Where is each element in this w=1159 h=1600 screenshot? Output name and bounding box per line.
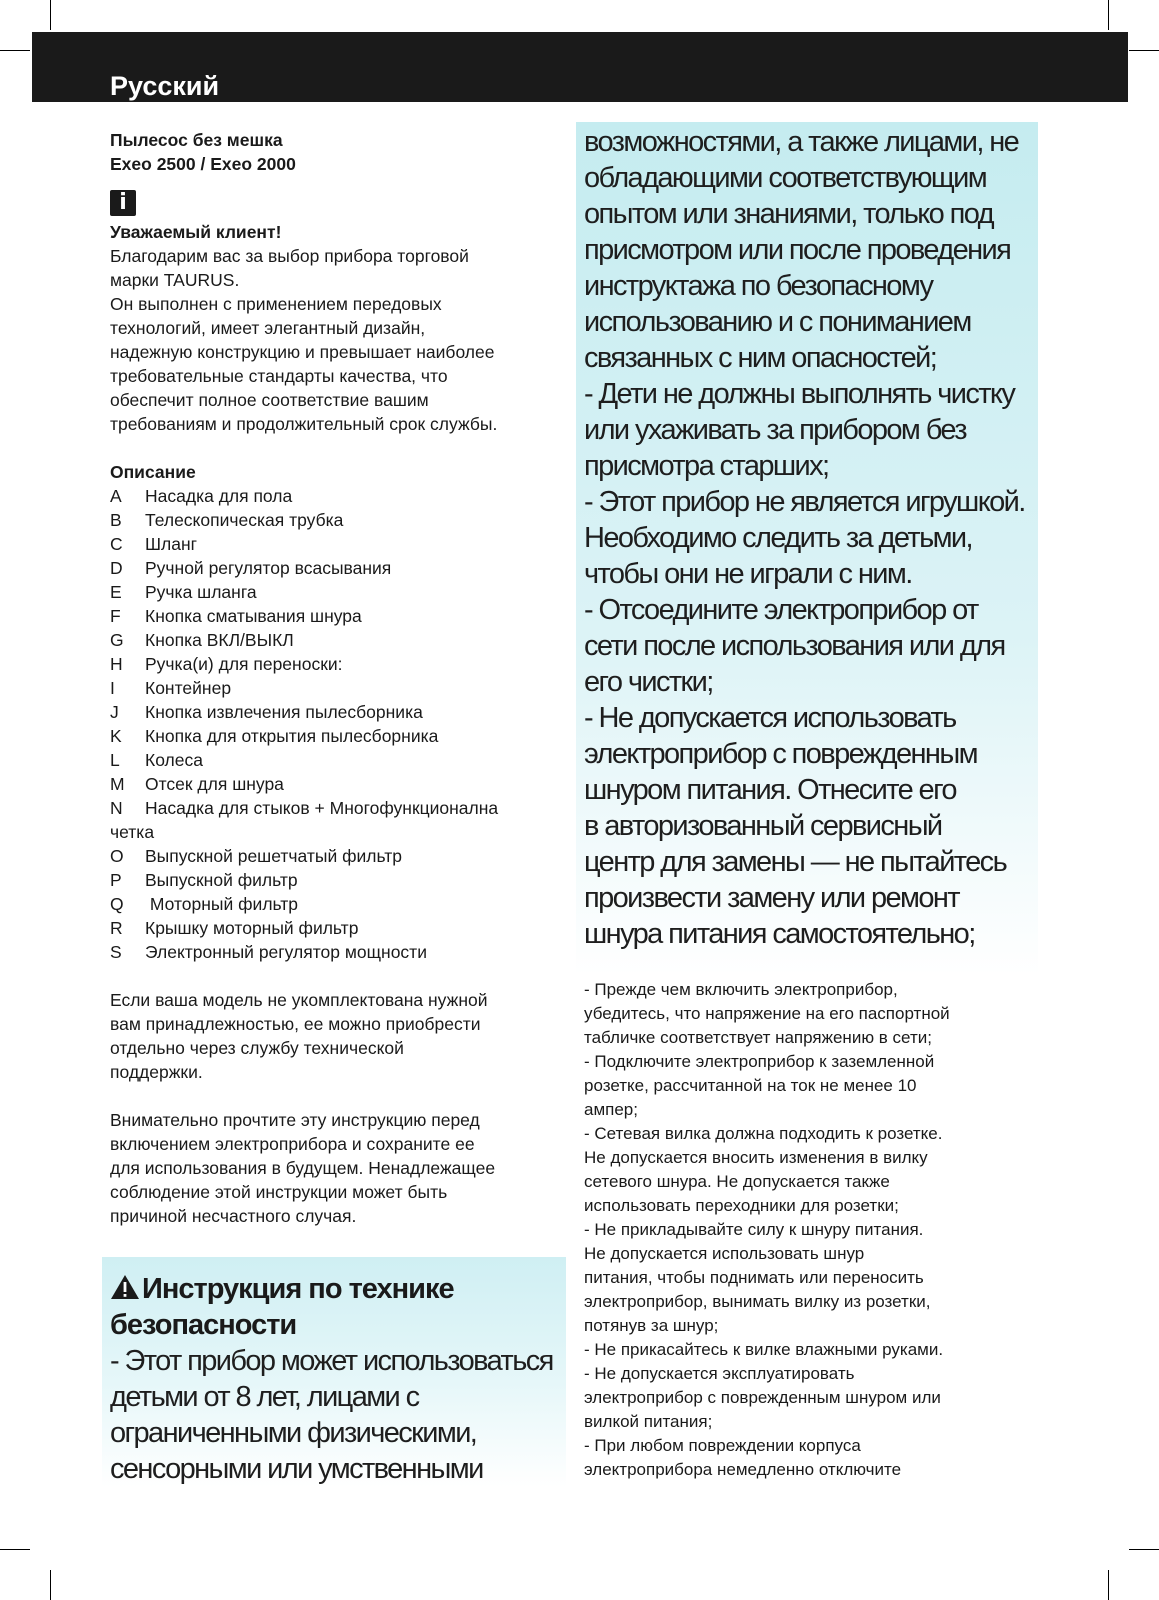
safety-line: - Дети не должны выполнять чистку — [584, 378, 1015, 410]
part-letter: B — [110, 510, 122, 530]
safety-line: опытом или знаниями, только под — [584, 198, 993, 230]
safety-line: использованию и с пониманием — [584, 306, 971, 338]
part-letter: D — [110, 558, 123, 578]
safety-line: центр для замены — не пытайтесь — [584, 846, 1007, 878]
part-label: Выпускной решетчатый фильтр — [145, 846, 402, 866]
safety-line: шнуром питания. Отнесите его — [584, 774, 956, 806]
list-item — [110, 868, 560, 892]
rule-line: табличке соответствует напряжению в сети; — [584, 1028, 932, 1047]
rule-line: - Подключите электроприбор к заземленной — [584, 1052, 935, 1071]
rule-line: - Не прикасайтесь к вилке влажными руками. — [584, 1340, 944, 1359]
rule-line: электроприбора немедленно отключите — [584, 1460, 902, 1479]
safety-line: ограниченными физическими, — [110, 1417, 477, 1449]
list-item — [110, 676, 560, 700]
rule-line: сетевого шнура. Не допускается также — [584, 1172, 890, 1191]
part-label: Крышку моторный фильтр — [145, 918, 359, 938]
list-item — [110, 532, 560, 556]
greeting: Уважаемый клиент! — [110, 222, 282, 242]
part-letter: I — [110, 678, 115, 698]
note-line: соблюдение этой инструкции может быть — [110, 1182, 448, 1202]
rule-line: использовать переходники для розетки; — [584, 1196, 899, 1215]
safety-line: - Отсоедините электроприбор от — [584, 594, 978, 626]
list-item — [110, 940, 560, 964]
note-line: Если ваша модель не укомплектована нужной — [110, 990, 488, 1010]
accessories-note — [110, 988, 560, 1084]
info-icon: i — [110, 190, 136, 216]
part-label: Кнопка для открытия пылесборника — [145, 726, 439, 746]
list-item — [110, 748, 560, 772]
safety-line: шнура питания самостоятельно; — [584, 918, 975, 950]
rule-line: питания, чтобы поднимать или переносить — [584, 1268, 924, 1287]
safety-heading-line2: безопасности — [110, 1309, 297, 1341]
list-item — [110, 916, 560, 940]
intro-text — [110, 244, 560, 436]
left-column — [110, 128, 560, 1228]
list-item — [110, 580, 560, 604]
intro-line: марки TAURUS. — [110, 270, 240, 290]
part-label: Кнопка ВКЛ/ВЫКЛ — [145, 630, 294, 650]
intro-line: надежную конструкцию и превышает наиболее — [110, 342, 495, 362]
part-letter: Q — [110, 894, 124, 914]
parts-list — [110, 484, 560, 964]
language-header — [32, 32, 1128, 102]
crop-mark — [50, 0, 51, 30]
product-models: Exeo 2500 / Exeo 2000 — [110, 154, 296, 174]
rule-line: - Не допускается эксплуатировать — [584, 1364, 855, 1383]
intro-line: Он выполнен с применением передовых — [110, 294, 442, 314]
rule-line: - При любом повреждении корпуса — [584, 1436, 861, 1455]
safety-line: инструктажа по безопасному — [584, 270, 933, 302]
list-item — [110, 484, 560, 508]
crop-mark — [50, 1570, 51, 1600]
part-label: Ручка шланга — [145, 582, 257, 602]
note-line: отдельно через службу технической — [110, 1038, 404, 1058]
product-name: Пылесос без мешка — [110, 130, 283, 150]
note-line: включением электроприбора и сохраните ее — [110, 1134, 475, 1154]
list-item — [110, 700, 560, 724]
list-item — [110, 652, 560, 676]
list-item — [110, 724, 560, 748]
list-item — [110, 556, 560, 580]
note-line: вам принадлежностью, ее можно приобрести — [110, 1014, 481, 1034]
language-title: Русский — [110, 71, 220, 101]
note-line: для использования в будущем. Ненадлежащее — [110, 1158, 496, 1178]
list-item — [110, 772, 560, 796]
part-label: Контейнер — [145, 678, 232, 698]
part-label: Ручной регулятор всасывания — [145, 558, 392, 578]
part-letter: A — [110, 486, 122, 506]
part-label: Телескопическая трубка — [145, 510, 344, 530]
part-label: Колеса — [145, 750, 203, 770]
safety-line: - Не допускается использовать — [584, 702, 956, 734]
part-label: Ручка(и) для переноски: — [145, 654, 343, 674]
crop-mark — [1108, 1570, 1109, 1600]
list-item-continuation — [110, 820, 560, 844]
warning-icon — [110, 1274, 140, 1300]
crop-mark — [1129, 50, 1159, 51]
safety-section-box — [102, 1257, 566, 1487]
part-letter: F — [110, 606, 121, 626]
crop-mark — [1108, 0, 1109, 30]
part-label: Кнопка извлечения пылесборника — [145, 702, 423, 722]
part-letter: E — [110, 582, 122, 602]
safety-heading — [110, 1271, 560, 1307]
part-label: Электронный регулятор мощности — [145, 942, 427, 962]
rule-line: Не допускается использовать шнур — [584, 1244, 865, 1263]
safety-line: связанных с ним опасностей; — [584, 342, 937, 374]
part-letter: C — [110, 534, 123, 554]
safety-line: или ухаживать за прибором без — [584, 414, 966, 446]
part-label: Насадка для пола — [145, 486, 293, 506]
part-letter: P — [110, 870, 122, 890]
crop-mark — [1129, 1549, 1159, 1550]
safety-line: сети после использования или для — [584, 630, 1005, 662]
safety-line: присмотром или после проведения — [584, 234, 1011, 266]
description-title: Описание — [110, 462, 196, 482]
list-item — [110, 628, 560, 652]
intro-line: Благодарим вас за выбор прибора торговой — [110, 246, 469, 266]
safety-line: его чистки; — [584, 666, 713, 698]
safety-line: присмотра старших; — [584, 450, 829, 482]
part-label: Шланг — [145, 534, 198, 554]
read-instructions-note — [110, 1108, 560, 1228]
part-label: четка — [110, 822, 155, 842]
list-item — [110, 844, 560, 868]
rule-line: потянув за шнур; — [584, 1316, 719, 1335]
rule-line: - Не прикладывайте силу к шнуру питания. — [584, 1220, 924, 1239]
part-label: Моторный фильтр — [145, 894, 299, 914]
part-label: Отсек для шнура — [145, 774, 284, 794]
rule-line: Не допускается вносить изменения в вилку — [584, 1148, 928, 1167]
safety-line: - Этот прибор может использоваться — [110, 1345, 553, 1377]
safety-line: возможностями, а также лицами, не — [584, 126, 1019, 158]
part-letter: K — [110, 726, 122, 746]
intro-line: технологий, имеет элегантный дизайн, — [110, 318, 426, 338]
part-letter: J — [110, 702, 119, 722]
list-item — [110, 604, 560, 628]
safety-line: электроприбор с поврежденным — [584, 738, 977, 770]
safety-line: обладающими соответствующим — [584, 162, 987, 194]
part-letter: R — [110, 918, 123, 938]
part-label: Выпускной фильтр — [145, 870, 298, 890]
list-item — [110, 508, 560, 532]
part-letter: H — [110, 654, 123, 674]
intro-line: требовательные стандарты качества, что — [110, 366, 448, 386]
rule-line: электроприбор с поврежденным шнуром или — [584, 1388, 941, 1407]
part-letter: S — [110, 942, 122, 962]
list-item — [110, 892, 560, 916]
note-line: Внимательно прочтите эту инструкцию перед — [110, 1110, 480, 1130]
part-label: Насадка для стыков + Многофункционална — [145, 798, 499, 818]
note-line: поддержки. — [110, 1062, 203, 1082]
rule-line: ампер; — [584, 1100, 638, 1119]
rule-line: - Сетевая вилка должна подходить к розетке. — [584, 1124, 943, 1143]
part-letter: G — [110, 630, 124, 650]
safety-continuation-box — [576, 122, 1038, 976]
safety-line: сенсорными или умственными — [110, 1453, 483, 1485]
intro-line: требованиям и продолжительный срок службы. — [110, 414, 498, 434]
crop-mark — [0, 1549, 30, 1550]
safety-line: произвести замену или ремонт — [584, 882, 959, 914]
safety-line: чтобы они не играли с ним. — [584, 558, 912, 590]
note-line: причиной несчастного случая. — [110, 1206, 357, 1226]
safety-line: - Этот прибор не является игрушкой. — [584, 486, 1025, 518]
part-letter: L — [110, 750, 120, 770]
intro-line: обеспечит полное соответствие вашим — [110, 390, 429, 410]
safety-line: Необходимо следить за детьми, — [584, 522, 972, 554]
safety-line: в авторизованный сервисный — [584, 810, 942, 842]
rule-line: убедитесь, что напряжение на его паспортной — [584, 1004, 950, 1023]
part-letter: N — [110, 798, 123, 818]
part-label: Кнопка сматывания шнура — [145, 606, 362, 626]
safety-line: детьми от 8 лет, лицами с — [110, 1381, 419, 1413]
crop-mark — [0, 50, 30, 51]
safety-heading-line1: Инструкция по технике — [142, 1273, 454, 1305]
safety-rules-text — [584, 978, 1044, 1482]
rule-line: розетке, рассчитанной на ток не менее 10 — [584, 1076, 917, 1095]
list-item — [110, 796, 560, 820]
rule-line: вилкой питания; — [584, 1412, 713, 1431]
part-letter: O — [110, 846, 124, 866]
rule-line: электроприбор, вынимать вилку из розетки, — [584, 1292, 931, 1311]
part-letter: M — [110, 774, 125, 794]
rule-line: - Прежде чем включить электроприбор, — [584, 980, 898, 999]
